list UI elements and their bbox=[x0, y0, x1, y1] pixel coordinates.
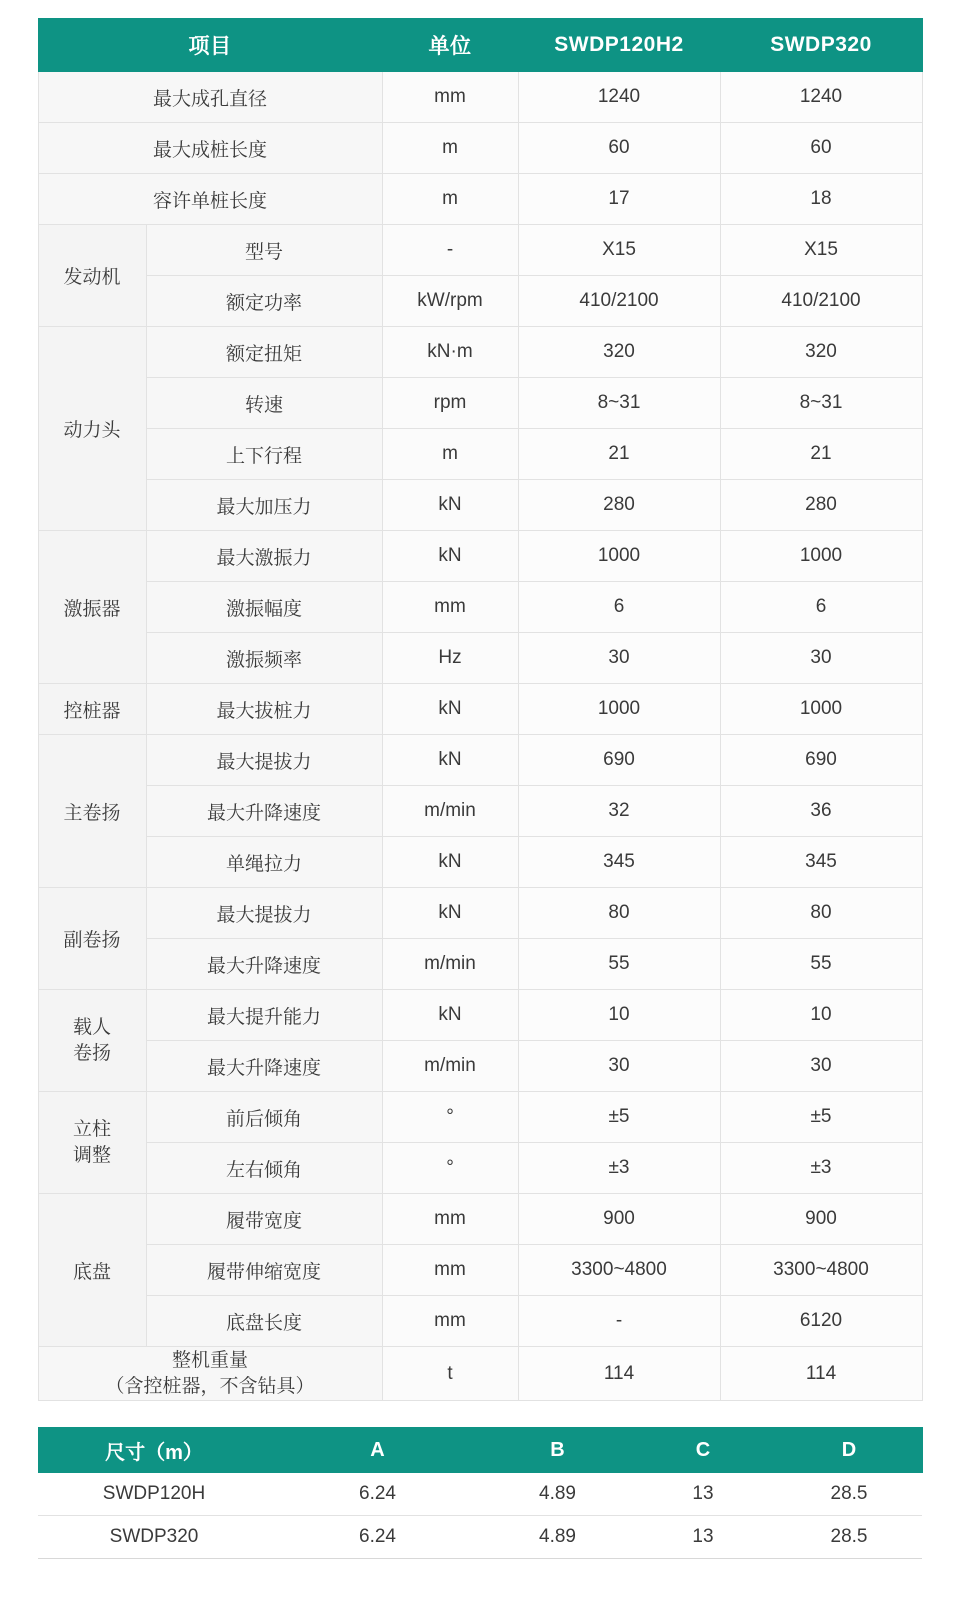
specification-table-head bbox=[38, 19, 922, 72]
spec-value-model-1: X15 bbox=[518, 225, 720, 276]
dimension-table bbox=[38, 1427, 923, 1559]
spec-item-label: 最大加压力 bbox=[146, 480, 382, 531]
spec-value-model-2: 114 bbox=[720, 1347, 922, 1401]
spec-value-model-2: 36 bbox=[720, 786, 922, 837]
spec-group-label: 激振器 bbox=[38, 531, 146, 684]
spec-unit-value: m bbox=[382, 174, 518, 225]
column-header-model-2: SWDP320 bbox=[720, 19, 922, 72]
dimension-value-b: 4.89 bbox=[485, 1473, 630, 1516]
spec-value-model-1: 1240 bbox=[518, 72, 720, 123]
table-row bbox=[38, 1092, 922, 1143]
table-row bbox=[38, 1143, 922, 1194]
table-row bbox=[38, 684, 922, 735]
spec-value-model-1: 320 bbox=[518, 327, 720, 378]
spec-value-model-1: 80 bbox=[518, 888, 720, 939]
dimension-value-d: 28.5 bbox=[776, 1516, 922, 1559]
spec-unit-value: kN bbox=[382, 990, 518, 1041]
dimension-row bbox=[38, 1473, 922, 1516]
spec-unit-value: m bbox=[382, 123, 518, 174]
spec-value-model-2: 345 bbox=[720, 837, 922, 888]
spec-value-model-1: 10 bbox=[518, 990, 720, 1041]
spec-item-label: 最大成孔直径 bbox=[38, 72, 382, 123]
spec-item-label: 额定功率 bbox=[146, 276, 382, 327]
spec-item-label: 最大提拔力 bbox=[146, 888, 382, 939]
table-row bbox=[38, 72, 922, 123]
spec-item-label: 单绳拉力 bbox=[146, 837, 382, 888]
dimension-value-c: 13 bbox=[630, 1516, 776, 1559]
spec-value-model-1: 21 bbox=[518, 429, 720, 480]
spec-unit-value: t bbox=[382, 1347, 518, 1401]
spec-value-model-1: - bbox=[518, 1296, 720, 1347]
dimension-table-body bbox=[38, 1473, 922, 1559]
spec-value-model-1: 6 bbox=[518, 582, 720, 633]
table-row bbox=[38, 633, 922, 684]
spec-group-label: 底盘 bbox=[38, 1194, 146, 1347]
spec-value-model-2: 8~31 bbox=[720, 378, 922, 429]
spec-item-label: 最大提拔力 bbox=[146, 735, 382, 786]
dimension-table-head bbox=[38, 1428, 922, 1473]
spec-value-model-1: 114 bbox=[518, 1347, 720, 1401]
table-row bbox=[38, 480, 922, 531]
dimension-row bbox=[38, 1516, 922, 1559]
spec-value-model-1: 410/2100 bbox=[518, 276, 720, 327]
table-row bbox=[38, 735, 922, 786]
spec-value-model-2: 6120 bbox=[720, 1296, 922, 1347]
dimension-column-header-c: C bbox=[630, 1428, 776, 1473]
spec-unit-value: kN bbox=[382, 735, 518, 786]
table-row bbox=[38, 123, 922, 174]
table-row bbox=[38, 990, 922, 1041]
spec-unit-value: kN·m bbox=[382, 327, 518, 378]
spec-unit-value: mm bbox=[382, 72, 518, 123]
spec-item-label: 履带伸缩宽度 bbox=[146, 1245, 382, 1296]
specification-table-body bbox=[38, 72, 922, 1401]
table-row bbox=[38, 888, 922, 939]
spec-value-model-2: X15 bbox=[720, 225, 922, 276]
spec-item-label: 转速 bbox=[146, 378, 382, 429]
spec-value-model-1: 900 bbox=[518, 1194, 720, 1245]
dimension-column-header-name: 尺寸（m） bbox=[38, 1428, 270, 1473]
spec-value-model-2: 30 bbox=[720, 633, 922, 684]
table-row bbox=[38, 1041, 922, 1092]
spec-group-label: 载人 卷扬 bbox=[38, 990, 146, 1092]
spec-value-model-1: 280 bbox=[518, 480, 720, 531]
spec-value-model-2: 18 bbox=[720, 174, 922, 225]
spec-item-label: 底盘长度 bbox=[146, 1296, 382, 1347]
dimension-header-row bbox=[38, 1428, 922, 1473]
dimension-value-c: 13 bbox=[630, 1473, 776, 1516]
spec-unit-value: mm bbox=[382, 1296, 518, 1347]
spec-value-model-2: 30 bbox=[720, 1041, 922, 1092]
dimension-value-b: 4.89 bbox=[485, 1516, 630, 1559]
spec-group-label: 立柱 调整 bbox=[38, 1092, 146, 1194]
dimension-value-a: 6.24 bbox=[270, 1516, 485, 1559]
table-row bbox=[38, 327, 922, 378]
spec-unit-value: kN bbox=[382, 480, 518, 531]
table-row bbox=[38, 1347, 922, 1401]
table-row bbox=[38, 582, 922, 633]
spec-unit-value: m/min bbox=[382, 786, 518, 837]
spec-item-label: 最大提升能力 bbox=[146, 990, 382, 1041]
specification-table bbox=[38, 18, 923, 1401]
spec-value-model-2: 6 bbox=[720, 582, 922, 633]
spec-item-label: 容许单桩长度 bbox=[38, 174, 382, 225]
spec-item-label: 激振频率 bbox=[146, 633, 382, 684]
spec-value-model-1: 30 bbox=[518, 1041, 720, 1092]
dimension-model-name: SWDP320 bbox=[38, 1516, 270, 1559]
table-row bbox=[38, 837, 922, 888]
spec-value-model-2: 60 bbox=[720, 123, 922, 174]
spec-item-label: 额定扭矩 bbox=[146, 327, 382, 378]
column-header-model-1: SWDP120H2 bbox=[518, 19, 720, 72]
spec-unit-value: mm bbox=[382, 1245, 518, 1296]
spec-value-model-1: 30 bbox=[518, 633, 720, 684]
spec-group-label: 副卷扬 bbox=[38, 888, 146, 990]
table-row bbox=[38, 786, 922, 837]
spec-unit-value: kN bbox=[382, 837, 518, 888]
spec-value-model-1: 3300~4800 bbox=[518, 1245, 720, 1296]
spec-item-label: 型号 bbox=[146, 225, 382, 276]
spec-item-label: 履带宽度 bbox=[146, 1194, 382, 1245]
spec-value-model-2: 55 bbox=[720, 939, 922, 990]
spec-value-model-1: ±3 bbox=[518, 1143, 720, 1194]
spec-group-label: 动力头 bbox=[38, 327, 146, 531]
spec-value-model-2: 3300~4800 bbox=[720, 1245, 922, 1296]
spec-unit-value: mm bbox=[382, 1194, 518, 1245]
spec-value-model-2: 1000 bbox=[720, 684, 922, 735]
spec-unit-value: kN bbox=[382, 888, 518, 939]
spec-item-label: 最大拔桩力 bbox=[146, 684, 382, 735]
spec-unit-value: kN bbox=[382, 531, 518, 582]
spec-value-model-1: 690 bbox=[518, 735, 720, 786]
spec-item-label: 最大升降速度 bbox=[146, 1041, 382, 1092]
table-row bbox=[38, 939, 922, 990]
column-header-unit: 单位 bbox=[382, 19, 518, 72]
column-header-item: 项目 bbox=[38, 19, 382, 72]
spec-unit-value: m/min bbox=[382, 1041, 518, 1092]
table-row bbox=[38, 429, 922, 480]
spec-value-model-2: 690 bbox=[720, 735, 922, 786]
spec-value-model-2: 10 bbox=[720, 990, 922, 1041]
spec-item-label: 左右倾角 bbox=[146, 1143, 382, 1194]
spec-value-model-1: 32 bbox=[518, 786, 720, 837]
spec-item-label: 激振幅度 bbox=[146, 582, 382, 633]
spec-value-model-1: ±5 bbox=[518, 1092, 720, 1143]
table-row bbox=[38, 276, 922, 327]
table-row bbox=[38, 378, 922, 429]
dimension-column-header-a: A bbox=[270, 1428, 485, 1473]
spec-unit-value: - bbox=[382, 225, 518, 276]
spec-unit-value: kN bbox=[382, 684, 518, 735]
dimension-value-a: 6.24 bbox=[270, 1473, 485, 1516]
spec-value-model-1: 8~31 bbox=[518, 378, 720, 429]
spec-item-label: 最大升降速度 bbox=[146, 786, 382, 837]
spec-value-model-2: 900 bbox=[720, 1194, 922, 1245]
spec-item-label: 最大成桩长度 bbox=[38, 123, 382, 174]
spec-value-model-1: 60 bbox=[518, 123, 720, 174]
spec-value-model-2: 1000 bbox=[720, 531, 922, 582]
spec-value-model-2: 410/2100 bbox=[720, 276, 922, 327]
spec-item-label: 整机重量 （含控桩器，不含钻具） bbox=[38, 1347, 382, 1401]
spec-item-label: 上下行程 bbox=[146, 429, 382, 480]
spec-value-model-1: 55 bbox=[518, 939, 720, 990]
spec-unit-value: Hz bbox=[382, 633, 518, 684]
table-row bbox=[38, 531, 922, 582]
spec-item-label: 最大激振力 bbox=[146, 531, 382, 582]
spec-value-model-2: 320 bbox=[720, 327, 922, 378]
table-row bbox=[38, 225, 922, 276]
spec-value-model-2: 80 bbox=[720, 888, 922, 939]
spec-value-model-2: 1240 bbox=[720, 72, 922, 123]
spec-unit-value: ° bbox=[382, 1143, 518, 1194]
dimension-value-d: 28.5 bbox=[776, 1473, 922, 1516]
spec-value-model-2: 280 bbox=[720, 480, 922, 531]
table-row bbox=[38, 1194, 922, 1245]
spec-unit-value: m/min bbox=[382, 939, 518, 990]
table-row bbox=[38, 1296, 922, 1347]
spec-unit-value: rpm bbox=[382, 378, 518, 429]
spec-group-label: 控桩器 bbox=[38, 684, 146, 735]
spec-item-label: 前后倾角 bbox=[146, 1092, 382, 1143]
spec-value-model-2: 21 bbox=[720, 429, 922, 480]
spec-value-model-1: 17 bbox=[518, 174, 720, 225]
spec-value-model-2: ±5 bbox=[720, 1092, 922, 1143]
spec-value-model-1: 1000 bbox=[518, 531, 720, 582]
table-row bbox=[38, 174, 922, 225]
table-header-row bbox=[38, 19, 922, 72]
spec-group-label: 发动机 bbox=[38, 225, 146, 327]
spec-unit-value: mm bbox=[382, 582, 518, 633]
spec-unit-value: ° bbox=[382, 1092, 518, 1143]
table-row bbox=[38, 1245, 922, 1296]
spec-unit-value: m bbox=[382, 429, 518, 480]
spec-value-model-1: 1000 bbox=[518, 684, 720, 735]
dimension-model-name: SWDP120H bbox=[38, 1473, 270, 1516]
spec-value-model-2: ±3 bbox=[720, 1143, 922, 1194]
spec-value-model-1: 345 bbox=[518, 837, 720, 888]
spec-group-label: 主卷扬 bbox=[38, 735, 146, 888]
dimension-column-header-b: B bbox=[485, 1428, 630, 1473]
dimension-column-header-d: D bbox=[776, 1428, 922, 1473]
spec-unit-value: kW/rpm bbox=[382, 276, 518, 327]
spec-item-label: 最大升降速度 bbox=[146, 939, 382, 990]
